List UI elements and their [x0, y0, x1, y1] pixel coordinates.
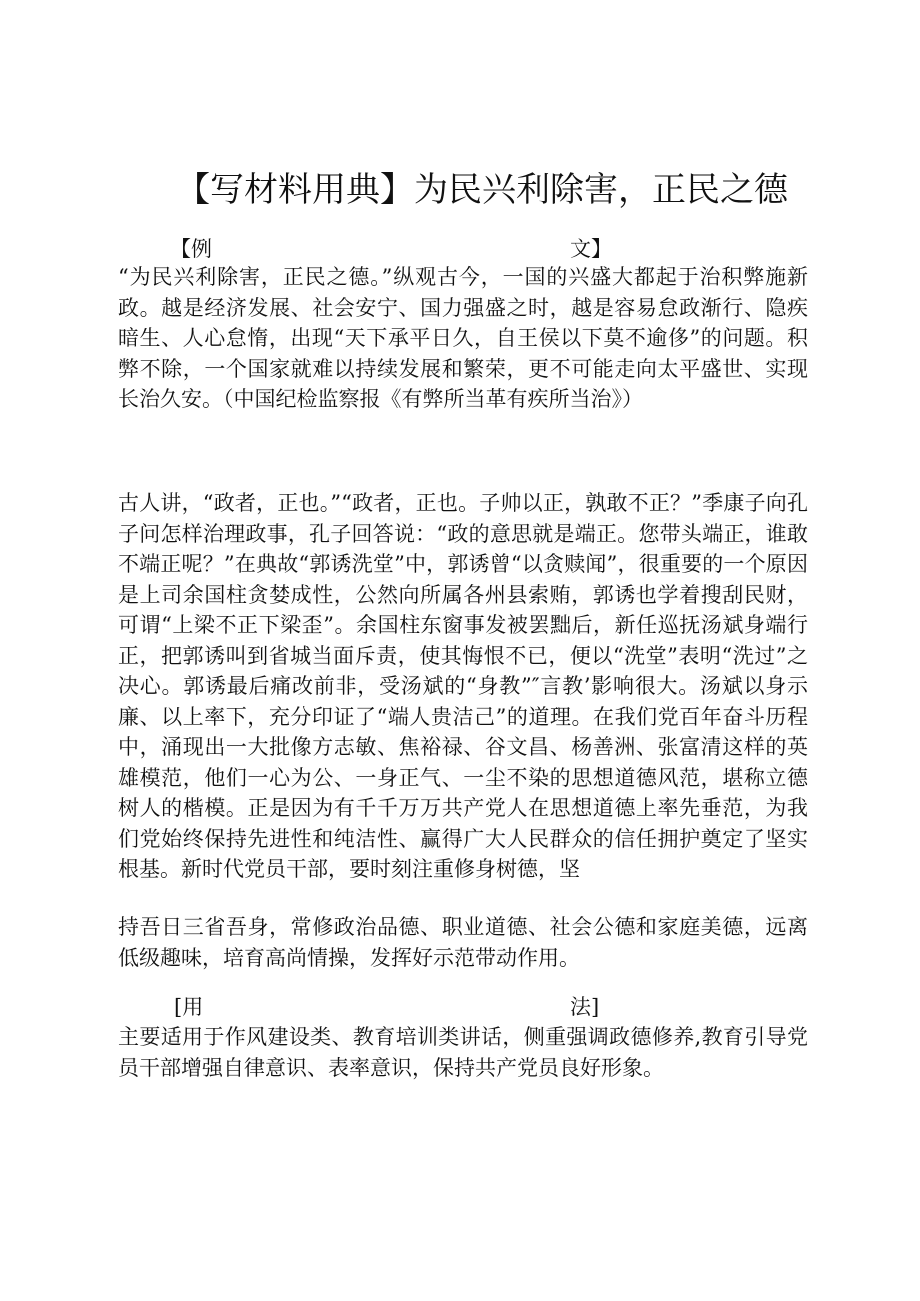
usage-heading-left: [用	[174, 995, 204, 1019]
example-paragraph: “为民兴利除害，正民之德。”纵观古今，一国的兴盛大都起于治积弊施新政。越是经济发展、社会安宁、国力强盛之时，越是容易怠政渐行、隐疾暗生、人心怠惰，出现“天下承平日久，自王侯以下莫不逾侈”的问题。积弊不除，一个国家就难以持续发展和繁荣，更不可能走向太平盛世、实现长治久安。（中国纪检监察报《有弊所当革有疾所当治》）	[118, 265, 808, 411]
usage-paragraph: 主要适用于作风建设类、教育培训类讲话，侧重强调政德修养,教育引导党员干部增强自律意识、表率意识，保持共产党员良好形象。	[118, 1025, 808, 1080]
usage-heading-right: 法]	[570, 995, 600, 1019]
example-heading	[118, 234, 808, 264]
example-heading-left: 【例	[170, 237, 212, 261]
body-paragraph-2: 持吾日三省吾身，常修政治品德、职业道德、社会公德和家庭美德，远离低级趣味，培育高尚情操，发挥好示范带动作用。	[118, 915, 808, 970]
document-title: 【写材料用典】为民兴利除害，正民之德	[176, 170, 788, 210]
body-paragraph-1: 古人讲，“政者，正也。”“政者，正也。子帅以正，孰敢不正？”季康子向孔子问怎样治理政事，孔子回答说：“政的意思就是端正。您带头端正，谁敢不端正呢？”在典故“郭诱洗堂”中，郭诱曾“以贪赎闻”，很重要的一个原因是上司余国柱贪婪成性，公然向所属各州县索贿，郭诱也学着搜刮民财，可谓“上梁不正下梁歪”。余国柱东窗事发被罢黜后，新任巡抚汤斌身端行正，把郭诱叫到省城当面斥责，使其悔恨不已，便以“洗堂”表明“洗过”之决心。郭诱最后痛改前非，受汤斌的“身教”″言教’影响很大。汤斌以身示廉、以上率下，充分印证了“端人贵洁己”的道理。在我们党百年奋斗历程中，涌现出一大批像方志敏、焦裕禄、谷文昌、杨善洲、张富清这样的英雄模范，他们一心为公、一身正气、一尘不染的思想道德风范，堪称立德树人的楷模。正是因为有千千万万共产党人在思想道德上率先垂范，为我们党始终保持先进性和纯洁性、赢得广大人民群众的信任拥护奠定了坚实根基。新时代党员干部，要时刻注重修身树德，坚	[118, 491, 808, 881]
example-heading-right: 文】	[570, 237, 612, 261]
usage-heading	[118, 992, 808, 1022]
